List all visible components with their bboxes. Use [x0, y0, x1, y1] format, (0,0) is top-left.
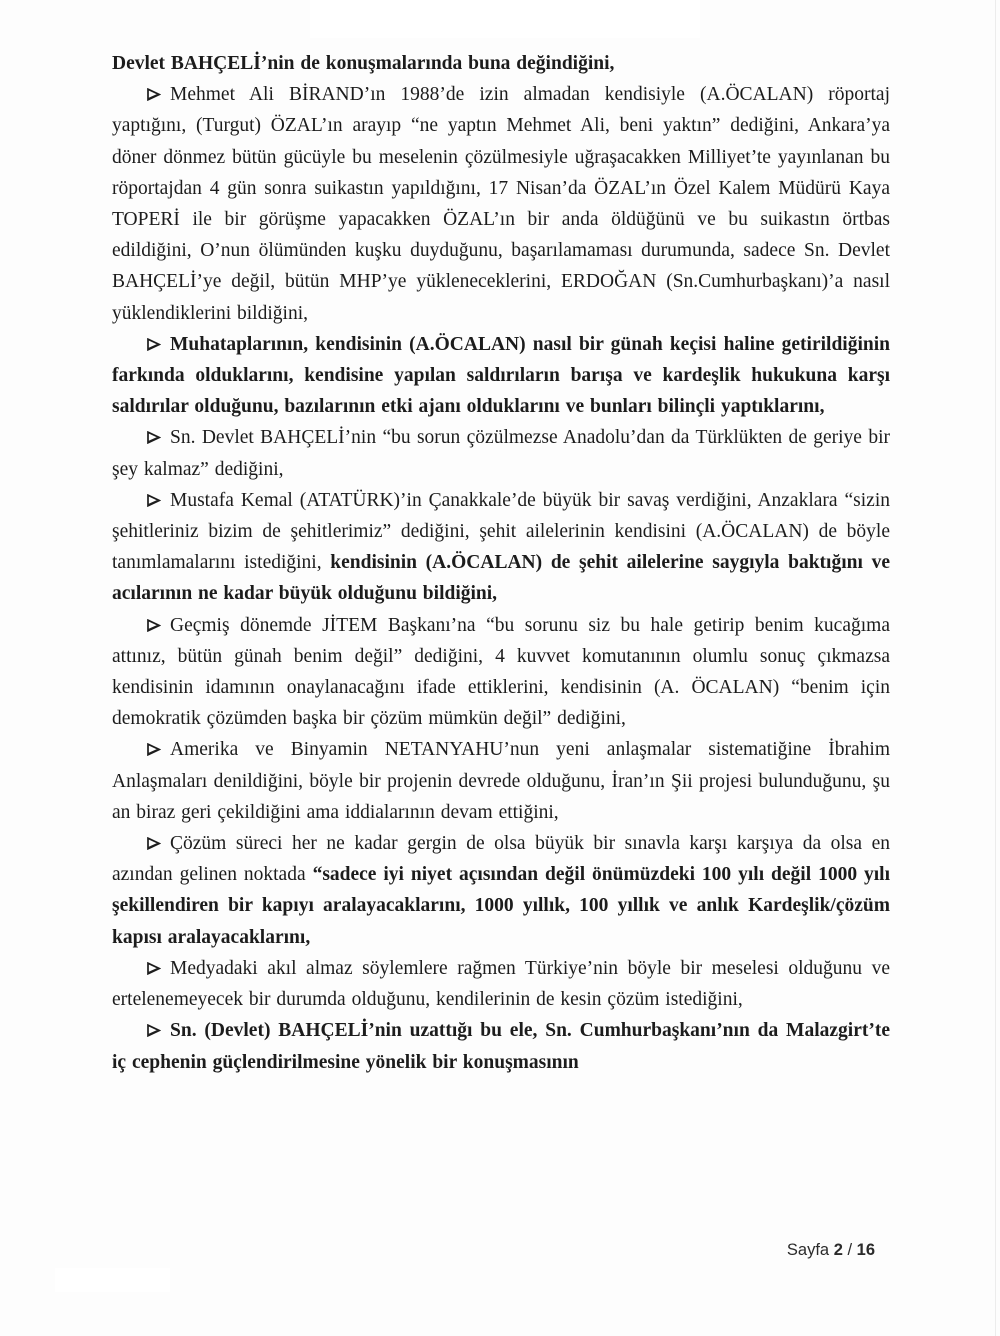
bullet-arrow-icon	[146, 743, 161, 756]
bullet-arrow-icon	[146, 1024, 161, 1037]
scan-artifact	[55, 1268, 170, 1292]
paragraph-text: Mustafa Kemal (ATATÜRK)’in Çanakkale’de büyük bir savaş verdiğini, Anzaklara “sizin şehitleriniz bizim de şehitlerimiz” dediğini, şehit ailelerinin kendisini (A.ÖCALAN) de böyle tanımlamalarını istediğini,	[112, 489, 890, 574]
bullet-paragraph	[112, 79, 890, 329]
bullet-arrow-icon	[146, 494, 161, 507]
heading-paragraph	[112, 48, 890, 79]
text-block	[112, 48, 890, 1078]
bullet-arrow-icon	[146, 962, 161, 975]
bullet-arrow-icon	[146, 431, 161, 444]
bullet-paragraph	[112, 734, 890, 828]
bullet-paragraph	[112, 1015, 890, 1077]
paragraph-text: Geçmiş dönemde JİTEM Başkanı’na “bu sorunu siz bu hale getirip benim kucağıma attınız, bütün günah benim değil” dediğini, 4 kuvvet komutanının olumlu sonuç çıkmazsa kendisinin idamının onaylanacağını ifade ettiklerini, kendisinin (A. ÖCALAN) “benim için demokratik çözümden başka bir çözüm mümkün değil” dediğini,	[112, 614, 890, 730]
paragraph-text: Medyadaki akıl almaz söylemlere rağmen Türkiye’nin böyle bir meselesi olduğunu ve ertelenemeyecek bir durumda olduğunu, kendilerinin de kesin çözüm istediğini,	[112, 957, 890, 1011]
footer-total-pages: 16	[856, 1241, 875, 1259]
bullet-paragraph	[112, 953, 890, 1015]
scan-artifact	[310, 0, 700, 38]
bullet-arrow-icon	[146, 338, 161, 351]
paragraph-text: Sn. (Devlet) BAHÇELİ’nin uzattığı bu ele, Sn. Cumhurbaşkanı’nın da Malazgirt’te iç cephenin güçlendirilmesine yönelik bir konuşmasının	[112, 1020, 890, 1073]
scan-edge	[995, 0, 996, 1336]
page-footer	[787, 1241, 875, 1260]
paragraph-text: Devlet BAHÇELİ’nin de konuşmalarında buna değindiğini,	[112, 53, 615, 74]
paragraph-text: Çözüm süreci her ne kadar gergin de olsa büyük bir sınavla karşı karşıya da olsa en azından gelinen noktada	[112, 833, 890, 886]
footer-separator: /	[842, 1241, 857, 1259]
paragraph-text: Muhataplarının, kendisinin (A.ÖCALAN) nasıl bir günah keçisi haline getirildiğinin farkında olduklarını, kendisine yapılan saldırıların barışa ve kardeşlik hukukuna karşı saldırılar olduğunu, bazılarının etki ajanı olduklarını ve bunları bilinçli yaptıklarını,	[112, 333, 890, 418]
bullet-arrow-icon	[146, 88, 161, 101]
bullet-paragraph	[112, 329, 890, 423]
paragraph-text: “sadece iyi niyet açısından değil önümüzdeki 100 yılı değil 1000 yılı şekillendiren bir kapıyı aralayacaklarını, 1000 yıllık, 100 yıllık ve anlık Kardeşlik/çözüm kapısı aralayacaklarını,	[112, 864, 890, 948]
footer-label: Sayfa	[786, 1241, 834, 1259]
bullet-paragraph	[112, 485, 890, 610]
paragraph-text: Amerika ve Binyamin NETANYAHU’nun yeni anlaşmalar sistematiğine İbrahim Anlaşmaları denildiğini, böyle bir projenin devrede olduğunu, İran’ın Şii projesi bulunduğunu, şu an biraz geri çekildiğini ama iddialarının devam ettiğini,	[112, 739, 890, 823]
paragraph-text: Sn. Devlet BAHÇELİ’nin “bu sorun çözülmezse Anadolu’dan da Türklükten de geriye bir şey kalmaz” dediğini,	[112, 427, 890, 480]
paragraph-text: kendisinin (A.ÖCALAN) de şehit ailelerine saygıyla baktığını ve acılarının ne kadar büyük olduğunu bildiğini,	[112, 552, 890, 605]
paragraph-text: Mehmet Ali BİRAND’ın 1988’de izin almadan kendisiyle (A.ÖCALAN) röportaj yaptığını, (Turgut) ÖZAL’ın arayıp “ne yaptın Mehmet Ali, beni yaktın” dediğini, Ankara’ya döner dönmez bütün gücüyle bu meselenin çözülmesiyle uğraşacakken Milliyet’te yayınlanan bu röportajdan 4 gün sonra suikastın yapıldığını, 17 Nisan’da ÖZAL’ın Özel Kalem Müdürü Kaya TOPERİ ile bir görüşme yapacakken ÖZAL’ın bir anda öldüğünü ve bu suikastın örtbas edildiğini, O’nun ölümünden kuşku duyduğunu, başarılamaması durumunda, sadece Sn. Devlet BAHÇELİ’ye değil, bütün MHP’ye yükleneceklerini, ERDOĞAN (Sn.Cumhurbaşkanı)’a nasıl yüklendiklerini bildiğini,	[112, 84, 890, 324]
bullet-paragraph	[112, 828, 890, 953]
bullet-arrow-icon	[146, 837, 161, 850]
bullet-arrow-icon	[146, 619, 161, 632]
footer-page-number: 2	[833, 1241, 843, 1259]
bullet-paragraph	[112, 610, 890, 735]
bullet-paragraph	[112, 422, 890, 484]
